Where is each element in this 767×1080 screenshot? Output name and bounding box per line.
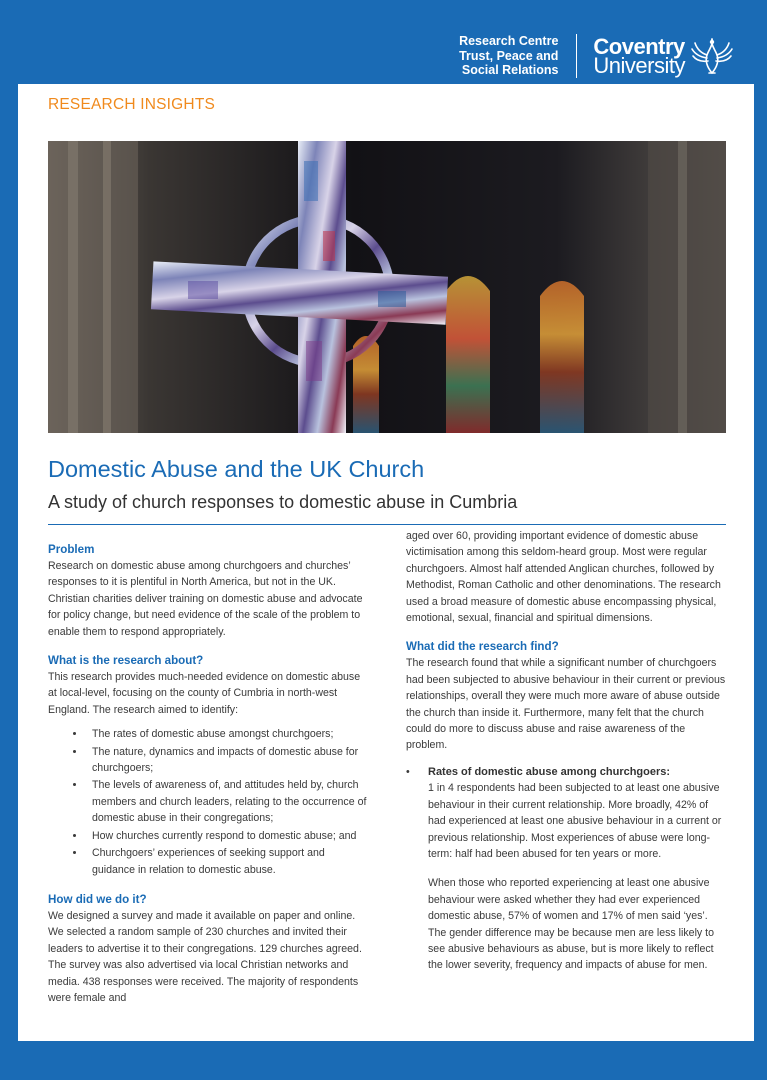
about-heading: What is the research about? — [48, 654, 204, 668]
research-centre-line-1: Research Centre — [459, 34, 559, 49]
university-line-2: University — [593, 53, 685, 78]
coventry-university-logo — [593, 33, 735, 79]
title-rule — [48, 524, 726, 525]
list-item: • The rates of domestic abuse amongst churchgoers; — [86, 726, 368, 742]
list-item: • The nature, dynamics and impacts of domestic abuse for churchgoers; — [86, 744, 368, 777]
rates-bullet — [406, 764, 728, 974]
list-item: • How churches currently respond to domestic abuse; and — [86, 828, 368, 844]
university-line-1: Coventry — [593, 34, 685, 59]
list-item: • The levels of awareness of, and attitudes held by, church members and church leaders, relating to the occurrence of domestic abuse in their congregations; — [86, 777, 368, 826]
continued-text: aged over 60, providing important evidence of domestic abuse victimisation among this seldom-heard group. Most were regular churchgoers. Almost half attended Anglican churches, followed by Methodist, Roman Catholic and other denominations. The research used a broad measure of domestic abuse encompassing physical, emotional, sexual, financial and spiritual dimensions. — [406, 530, 721, 625]
phoenix-icon — [689, 33, 735, 79]
header-logos — [459, 30, 735, 82]
page — [18, 84, 754, 1041]
logo-divider — [576, 34, 577, 78]
gender-text: When those who reported experiencing at least one abusive behaviour were asked whether they had ever experienced domestic abuse, 57% of women and 17% of men said ‘yes’. The gender difference may be because men are less likely to see abusive behaviours as abuse, but is more likely to reflect the lower severity, frequency and impacts of abuse for men. — [428, 877, 714, 972]
problem-heading: Problem — [48, 543, 95, 556]
right-column — [406, 530, 728, 974]
problem-text: Research on domestic abuse among churchgoers and churches’ responses to it is plentiful in North America, but not in the UK. Christian charities deliver training on domestic abuse and advocate for policy change, but need evidence of the scale of the problem to enable them to respond appropriately. — [48, 560, 363, 638]
research-centre-logo-text — [459, 34, 558, 78]
rates-heading: Rates of domestic abuse among churchgoers: — [428, 765, 671, 778]
about-bullet-list — [48, 726, 368, 878]
how-heading: How did we do it? — [48, 892, 147, 906]
find-text: The research found that while a significant number of churchgoers had been subjected to abusive behaviour in their current or previous relationships, overall they were much more aware of abuse outside the church than inside it. Furthermore, many felt that the church could do more to discuss abuse and raise awareness of the problem. — [406, 657, 726, 752]
about-text: This research provides much-needed evidence on domestic abuse at local-level, focusing on the county of Cumbria in north-west England. The research aimed to identify: — [48, 671, 361, 716]
page-subtitle: A study of church responses to domestic abuse in Cumbria — [48, 492, 518, 512]
page-title: Domestic Abuse and the UK Church — [48, 456, 425, 482]
find-heading: What did the research find? — [406, 640, 559, 654]
series-label: RESEARCH INSIGHTS — [48, 96, 216, 113]
bullet-icon: • — [406, 765, 410, 778]
stained-glass-cross-photo — [48, 141, 726, 433]
research-centre-line-3: Social Relations — [461, 63, 559, 78]
rates-text: 1 in 4 respondents had been subjected to at least one abusive behaviour in their current relationship. More broadly, 42% of had experienced at least one abusive behaviour in a current or previous relationship. Most experiences of abuse were long-term: half had been abused for ten years or more. — [428, 782, 722, 860]
hero-photo — [48, 141, 726, 433]
list-item: • Churchgoers’ experiences of seeking support and guidance in relation to domestic abuse. — [86, 845, 368, 878]
how-text: We designed a survey and made it available on paper and online. We selected a random sample of 230 churches and invited their leaders to advertise it to their congregations. 129 churches agreed. The survey was also advertised via local Christian networks and media. 438 responses were received. The majority of respondents were female and — [48, 909, 362, 1004]
university-wordmark — [593, 34, 685, 78]
left-column — [48, 542, 368, 1006]
research-centre-line-2: Trust, Peace and — [459, 48, 559, 63]
